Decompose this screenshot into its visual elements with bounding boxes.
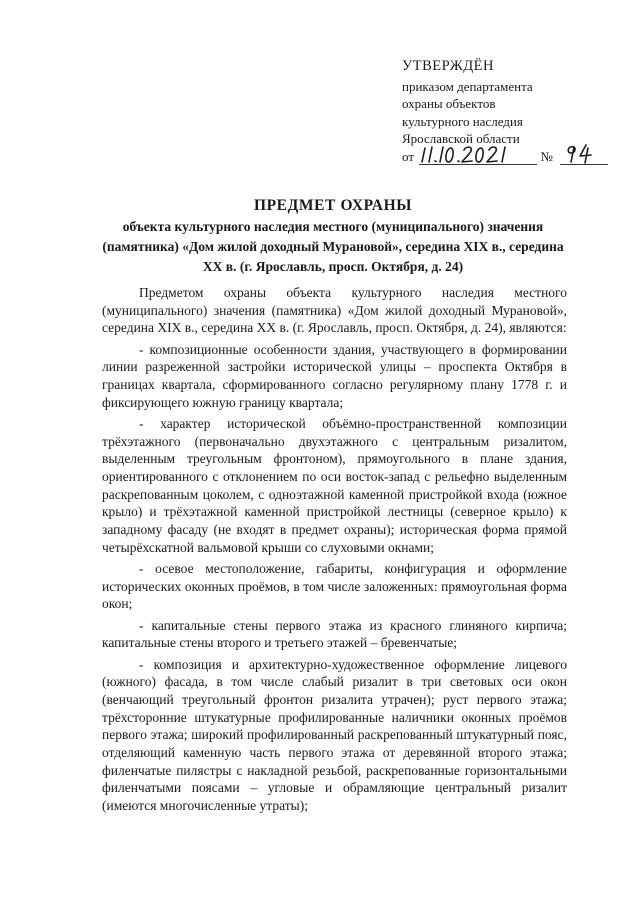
number-label: № <box>540 148 553 164</box>
approval-title: УТВЕРЖДЁН <box>402 58 494 74</box>
handwritten-date-ink <box>419 142 537 164</box>
handwritten-number-ink <box>560 142 608 164</box>
approval-line-3: культурного наследия <box>402 113 523 129</box>
approval-line-1: приказом департамента <box>402 78 533 94</box>
paragraph-item-1: - композиционные особенности здания, участвующего в формировании линии разреженной застройки исторической улицы – проспекта Октября в границах квартала, сформированного согласно регулярному плану 1778 г. и фиксирующего южную границу квартала; <box>102 341 567 410</box>
handwritten-date <box>419 148 537 165</box>
document-body <box>102 284 567 818</box>
document-subtitle: объекта культурного наследия местного (муниципального) значения (памятника) «Дом жилой доходный Мурановой», середина XIX в., середина XX в. (г. Ярославль, просп. Октября, д. 24) <box>102 219 564 274</box>
approval-line-4: Ярославской области <box>402 131 520 146</box>
paragraph-item-3: - осевое местоположение, габариты, конфигурация и оформление исторических оконных проёмов, в том числе заложенных: прямоугольная форма окон; <box>102 561 567 612</box>
handwritten-number <box>560 148 608 165</box>
approval-date-number-line <box>402 148 602 168</box>
approval-block <box>402 58 602 168</box>
document-title: ПРЕДМЕТ ОХРАНЫ <box>253 197 413 214</box>
approval-line-2: охраны объектов <box>402 96 496 111</box>
paragraph-item-5: - композиция и архитектурно-художественное оформление лицевого (южного) фасада, в том числе слабый ризалит в три световых оси окон (венчающий треугольный фронтон ризалита утрачен); руст первого этажа; трёхсторонние штукатурные профилированные наличники оконных проёмов первого этажа; широкий профилированный раскрепованный штукатурный пояс, отделяющий каменную часть первого этажа от деревянной второго этажа; филенчатые пилястры с накладной резьбой, раскрепованные горизонтальными филенчатыми поясами – угловые и обрамляющие центральный ризалит (имеются многочисленные утраты); <box>102 656 567 814</box>
paragraph-item-4: - капитальные стены первого этажа из красного глиняного кирпича; капитальные стены второго и третьего этажей – бревенчатые; <box>102 617 567 651</box>
date-prefix: от <box>402 148 415 164</box>
paragraph-intro: Предметом охраны объекта культурного наследия местного (муниципального) значения (памятника) «Дом жилой доходный Мурановой», середина XIX в., середина XX в. (г. Ярославль, просп. Октября, д. 24), являются: <box>102 285 567 336</box>
document-heading <box>100 196 566 277</box>
paragraph-item-2: - характер исторической объёмно-пространственной композиции трёхэтажного (первоначально двухэтажного с центральным ризалитом, выделенным треугольным фронтоном), прямоугольного в плане здания, ориентированного с отклонением по оси восток-запад с рельефно выделенным раскрепованным цоколем, с одноэтажной каменной пристройкой входа (южное крыло) и трёхэтажной каменной пристройкой лестницы (северное крыло) к западному фасаду (не входят в предмет охраны); историческая форма прямой четырёхскатной вальмовой крыши со слуховыми окнами; <box>102 415 567 555</box>
